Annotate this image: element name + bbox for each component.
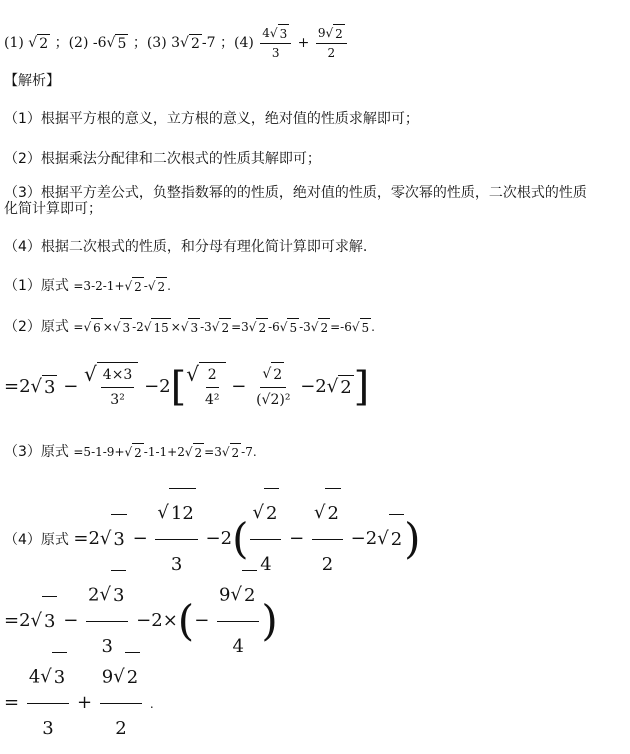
answer-part-3-label: ；(3): [132, 35, 167, 51]
analysis-step-1: （1）根据平方根的意义，立方根的意义，绝对值的性质求解即可；: [4, 111, 419, 127]
analysis-step-3-line-1: （3）根据平方差公式，负整指数幂的的性质，绝对值的性质，零次幂的性质，二次根式的性质: [4, 185, 587, 201]
solution-3-label: （3）原式: [4, 444, 69, 460]
solution-3-line: （3）原式 =5-1-9+ √ 2 -1-1+2 √ 2 =3 √ 2 -7.: [4, 444, 257, 460]
solution-2-expansion: =2 √ 3 − √ $\frac{4\times 3}{\text{3²}}$ −2[ √ $\frac{2}{\text{4²}}$ − √ 2 (√2)² −2 √ 2 ]: [4, 362, 370, 410]
answer-1-radical: √ 2: [28, 34, 49, 52]
answer-4-fraction-1: 4 √ 3 3: [260, 24, 291, 62]
solution-2-line: （2）原式 = √ 6 × √ 3 -2 √ 15 × √ 3 -3 √ 2 =3 √ 2 -6 √ 5 -3 √ 2 =-6 √ 5 .: [4, 319, 375, 335]
solution-4-line: （4）原式 =2 √ 3 − √ 12 3 −2( √ 2 4 − √ 2 2 −2 √ 2 ): [4, 488, 421, 590]
analysis-step-3-line-2: 化简计算即可；: [4, 201, 102, 217]
answer-4-fraction-2: 9 √ 2 2: [316, 24, 347, 62]
analysis-heading: 【解析】: [4, 73, 60, 89]
answer-line: (1) √ 2 ；(2) -6 √ 5 ；(3) 3 √ 2 -7 ；(4) 4 √ 3 3 + 9 √ 2 2: [4, 24, 349, 62]
analysis-step-2: （2）根据乘法分配律和二次根式的性质其解即可；: [4, 151, 321, 167]
answer-part-2-label: ；(2): [54, 35, 89, 51]
solution-4-step-2: =2 √ 3 − 2 √ 3 3 −2×(− 9 √ 2 4 ): [4, 570, 278, 672]
answer-part-4-label: ；(4): [219, 35, 254, 51]
analysis-step-4: （4）根据二次根式的性质，和分母有理化简计算即可求解.: [4, 239, 368, 255]
solution-4-label: （4）原式: [4, 532, 69, 548]
answer-part-1-label: (1): [4, 35, 24, 51]
answer-2-radical: √ 5: [106, 34, 127, 52]
solution-1-line: （1）原式 =3-2-1+ √ 2 - √ 2 .: [4, 278, 171, 294]
solution-2-label: （2）原式: [4, 319, 69, 335]
solution-1-label: （1）原式: [4, 278, 69, 294]
solution-4-result: = 4 √ 3 3 + 9 √ 2 2 .: [4, 652, 154, 754]
answer-3-radical: √ 2: [180, 34, 200, 52]
